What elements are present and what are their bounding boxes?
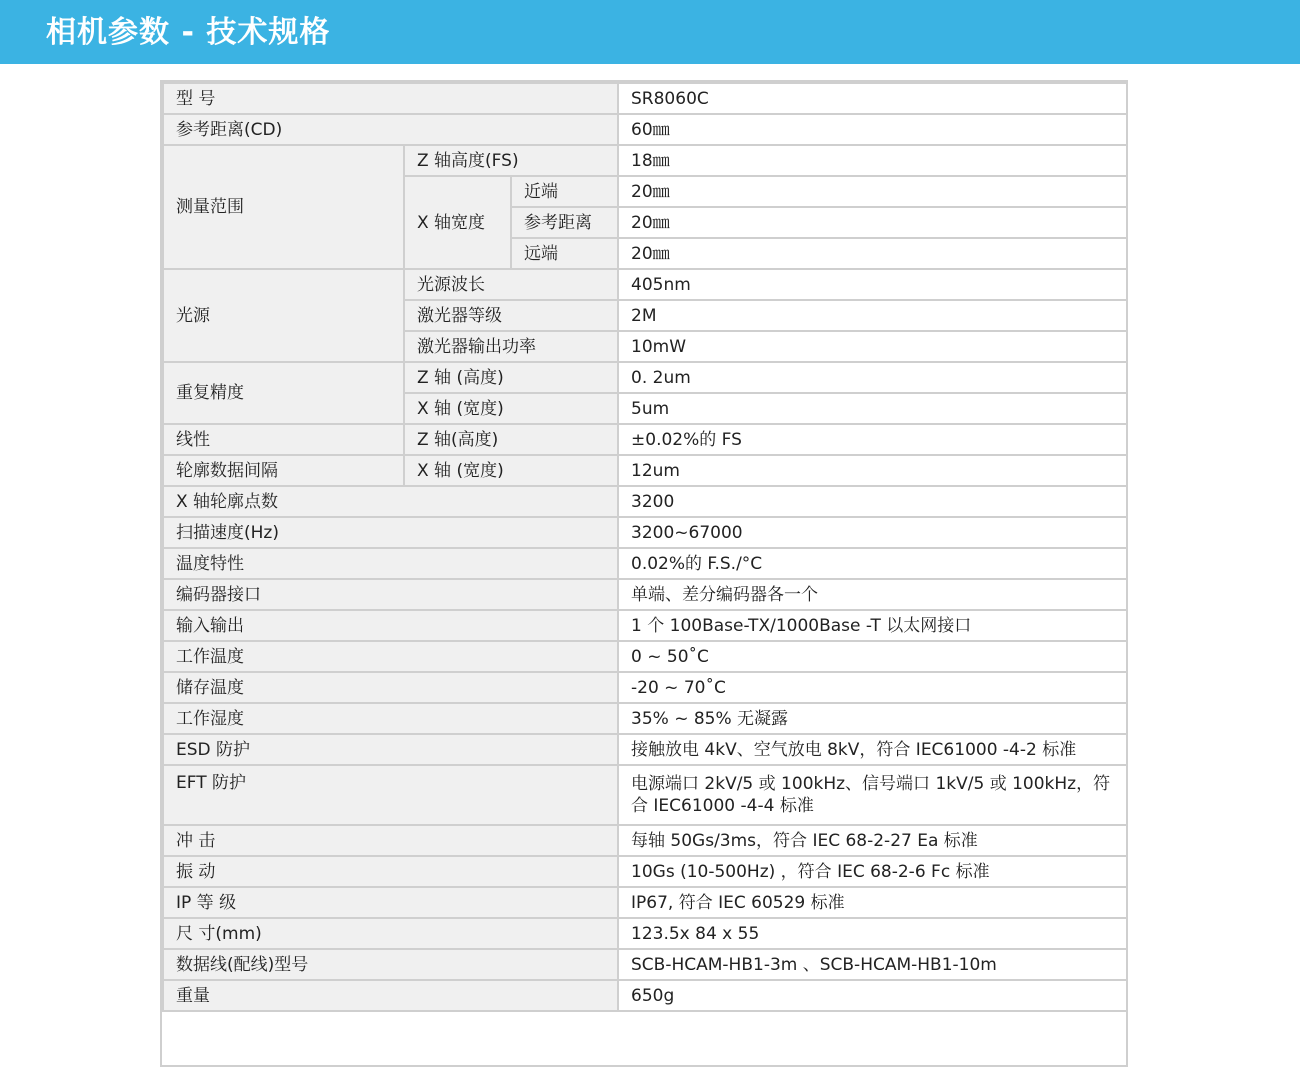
spec-label-work-humidity: 工作湿度 [163,703,618,734]
spec-label-work-temp: 工作温度 [163,641,618,672]
spec-label-range: 测量范围 [163,145,404,269]
table-row [163,703,1127,734]
spec-label-light: 光源 [163,269,404,362]
spec-value-model: SR8060C [618,83,1127,114]
spec-value-io: 1 个 100Base-TX/1000Base -T 以太网接口 [618,610,1127,641]
spec-label-cd: 参考距离(CD) [163,114,618,145]
spec-value-laser-class: 2M [618,300,1127,331]
spec-table-container [160,80,1128,1067]
spec-label-vibration: 振 动 [163,856,618,887]
spec-sublabel-repeat-z: Z 轴 (高度) [404,362,618,393]
spec-label-repeat: 重复精度 [163,362,404,424]
spec-sublabel-wavelength: 光源波长 [404,269,618,300]
spec-sublabel-range-z: Z 轴高度(FS) [404,145,618,176]
spec-value-range-far: 20㎜ [618,238,1127,269]
spec-value-profile-interval: 12um [618,455,1127,486]
spec-value-vibration: 10Gs (10-500Hz) ，符合 IEC 68-2-6 Fc 标准 [618,856,1127,887]
table-row [163,486,1127,517]
spec-value-cable: SCB-HCAM-HB1-3m 、SCB-HCAM-HB1-10m [618,949,1127,980]
table-row [163,672,1127,703]
spec-label-profile-interval: 轮廓数据间隔 [163,455,404,486]
spec-label-cable: 数据线(配线)型号 [163,949,618,980]
table-row [163,517,1127,548]
spec-value-range-near: 20㎜ [618,176,1127,207]
spec-sublabel-repeat-x: X 轴 (宽度) [404,393,618,424]
table-row [163,856,1127,887]
spec-value-x-points: 3200 [618,486,1127,517]
spec-value-size: 123.5x 84 x 55 [618,918,1127,949]
spec-value-encoder: 单端、差分编码器各一个 [618,579,1127,610]
table-row [163,269,1127,300]
spec-label-weight: 重量 [163,980,618,1011]
spec-value-weight: 650g [618,980,1127,1011]
spec-value-cd: 60㎜ [618,114,1127,145]
table-row [163,918,1127,949]
spec-label-size: 尺 寸(mm) [163,918,618,949]
table-row [163,980,1127,1011]
spec-sublabel-range-far: 远端 [511,238,618,269]
spec-label-esd: ESD 防护 [163,734,618,765]
table-row [163,765,1127,825]
spec-label-io: 输入输出 [163,610,618,641]
spec-sublabel-profile-interval: X 轴 (宽度) [404,455,618,486]
spec-value-esd: 接触放电 4kV、空气放电 8kV，符合 IEC61000 -4-2 标准 [618,734,1127,765]
table-row [163,114,1127,145]
spec-label-x-points: X 轴轮廓点数 [163,486,618,517]
table-row [163,83,1127,114]
page-header [0,0,1300,64]
spec-sublabel-range-near: 近端 [511,176,618,207]
table-row [163,362,1127,393]
spec-label-shock: 冲 击 [163,825,618,856]
page-title: 相机参数 - 技术规格 [46,15,331,50]
table-row [163,145,1127,176]
spec-label-ip: IP 等 级 [163,887,618,918]
spec-sublabel-laser-power: 激光器输出功率 [404,331,618,362]
spec-sublabel-range-x: X 轴宽度 [404,176,511,269]
spec-value-scan-speed: 3200~67000 [618,517,1127,548]
spec-value-work-temp: 0 ~ 50˚C [618,641,1127,672]
spec-label-storage-temp: 储存温度 [163,672,618,703]
table-row [163,825,1127,856]
table-row [163,424,1127,455]
table-row [163,949,1127,980]
spec-table [162,82,1128,1012]
spec-value-linearity: ±0.02%的 FS [618,424,1127,455]
spec-value-eft: 电源端口 2kV/5 或 100kHz、信号端口 1kV/5 或 100kHz，符合 IEC61000 -4-4 标准 [618,765,1127,825]
spec-label-encoder: 编码器接口 [163,579,618,610]
spec-label-linearity: 线性 [163,424,404,455]
table-row [163,455,1127,486]
spec-label-eft: EFT 防护 [163,765,618,825]
spec-sublabel-linearity: Z 轴(高度) [404,424,618,455]
spec-value-temp-char: 0.02%的 F.S./°C [618,548,1127,579]
spec-value-ip: IP67, 符合 IEC 60529 标准 [618,887,1127,918]
spec-value-shock: 每轴 50Gs/3ms，符合 IEC 68-2-27 Ea 标准 [618,825,1127,856]
table-row [163,734,1127,765]
spec-sublabel-laser-class: 激光器等级 [404,300,618,331]
spec-value-laser-power: 10mW [618,331,1127,362]
table-row [163,641,1127,672]
table-row [163,887,1127,918]
spec-value-repeat-x: 5um [618,393,1127,424]
spec-value-range-z: 18㎜ [618,145,1127,176]
table-row [163,610,1127,641]
spec-value-range-ref: 20㎜ [618,207,1127,238]
spec-label-temp-char: 温度特性 [163,548,618,579]
spec-value-repeat-z: 0. 2um [618,362,1127,393]
spec-value-work-humidity: 35% ~ 85% 无凝露 [618,703,1127,734]
spec-value-storage-temp: -20 ~ 70˚C [618,672,1127,703]
table-row [163,579,1127,610]
spec-sublabel-range-ref: 参考距离 [511,207,618,238]
spec-label-model: 型 号 [163,83,618,114]
spec-value-wavelength: 405nm [618,269,1127,300]
table-row [163,548,1127,579]
spec-label-scan-speed: 扫描速度(Hz) [163,517,618,548]
